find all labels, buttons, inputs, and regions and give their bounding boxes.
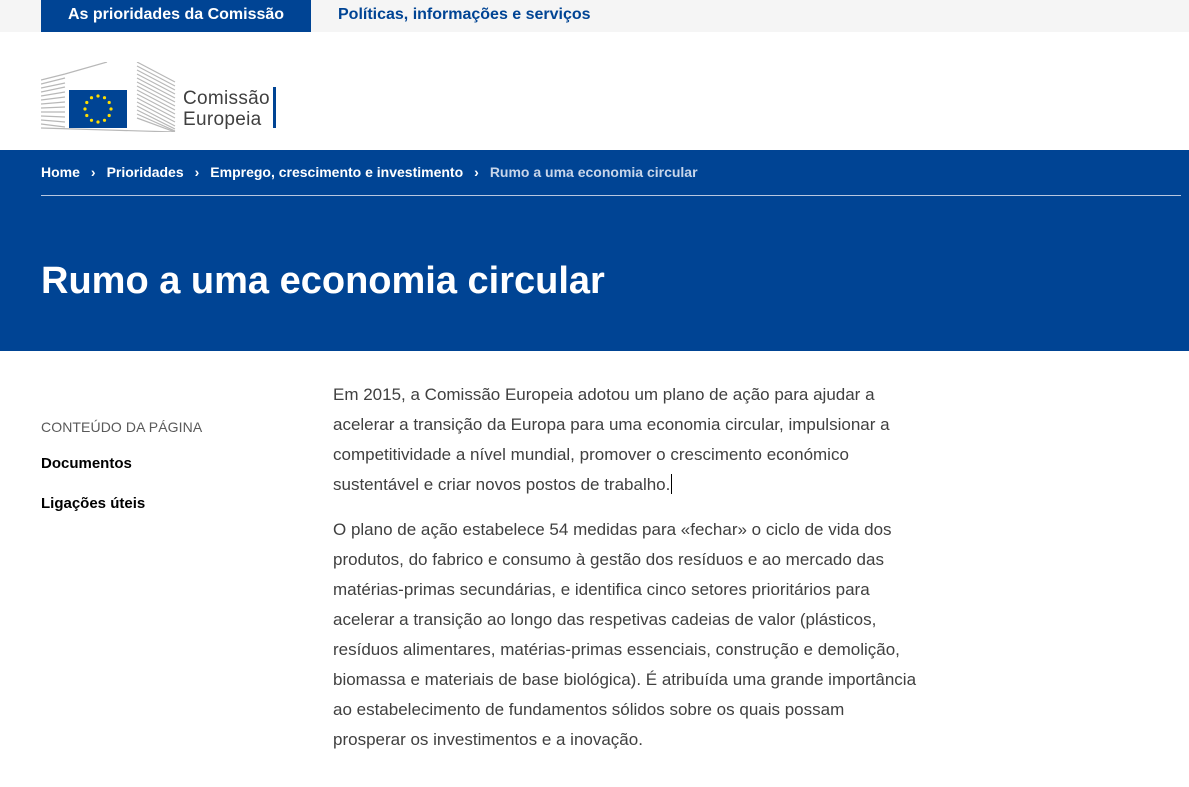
breadcrumb-jobs-growth-investment[interactable]: Emprego, crescimento e investimento xyxy=(210,164,464,180)
tab-policies-info-services[interactable]: Políticas, informações e serviços xyxy=(338,6,591,23)
logo-line-1: Comissão xyxy=(183,88,270,109)
breadcrumb-chevron-icon: › xyxy=(194,164,200,180)
logo-accent-bar xyxy=(273,87,276,128)
sidebar-link-documents[interactable]: Documentos xyxy=(41,455,132,472)
page-title: Rumo a uma economia circular xyxy=(41,260,605,302)
paragraph-1-text: Em 2015, a Comissão Europeia adotou um plano de ação para ajudar a acelerar a transição da Europa para uma economia circular, impulsionar a competitividade a nível mundial, promover o crescimento económico sustentável e criar novos postos de trabalho. xyxy=(333,385,890,494)
breadcrumb-chevron-icon: › xyxy=(474,164,479,180)
text-cursor xyxy=(671,474,672,494)
tab-commission-priorities[interactable] xyxy=(41,0,311,32)
main-content xyxy=(333,380,918,770)
sidebar-link-useful-links[interactable]: Ligações úteis xyxy=(41,495,146,512)
logo-wordmark xyxy=(183,88,270,130)
tab-commission-priorities-label: As prioridades da Comissão xyxy=(67,6,285,23)
breadcrumb-home[interactable]: Home xyxy=(41,164,80,180)
ec-building-flag-icon xyxy=(41,62,181,132)
paragraph-1 xyxy=(333,380,918,500)
paragraph-2: O plano de ação estabelece 54 medidas para «fechar» o ciclo de vida dos produtos, do fabrico e consumo à gestão dos resíduos e ao mercado das matérias-primas secundárias, e identifica cinco setores prioritários para acelerar a transição ao longo das respetivas cadeias de valor (plásticos, resíduos alimentares, matérias-primas essenciais, construção e demolição, biomassa e materiais de base biológica). É atribuída uma grande importância ao estabelecimento de fundamentos sólidos sobre os quais possam prosperar os investimentos e a inovação. xyxy=(333,520,917,749)
european-commission-logo[interactable] xyxy=(41,62,281,132)
page-banner xyxy=(0,150,1189,351)
top-navigation xyxy=(0,0,1189,32)
breadcrumb-priorities[interactable]: Prioridades xyxy=(106,164,184,180)
breadcrumb-current: Rumo a uma economia circular xyxy=(489,164,698,180)
breadcrumb-chevron-icon: › xyxy=(90,164,96,180)
breadcrumb xyxy=(41,164,698,182)
logo-line-2: Europeia xyxy=(183,109,262,130)
site-header xyxy=(0,32,1189,150)
page-contents-heading: CONTEÚDO DA PÁGINA xyxy=(41,419,203,435)
banner-divider xyxy=(41,195,1181,196)
